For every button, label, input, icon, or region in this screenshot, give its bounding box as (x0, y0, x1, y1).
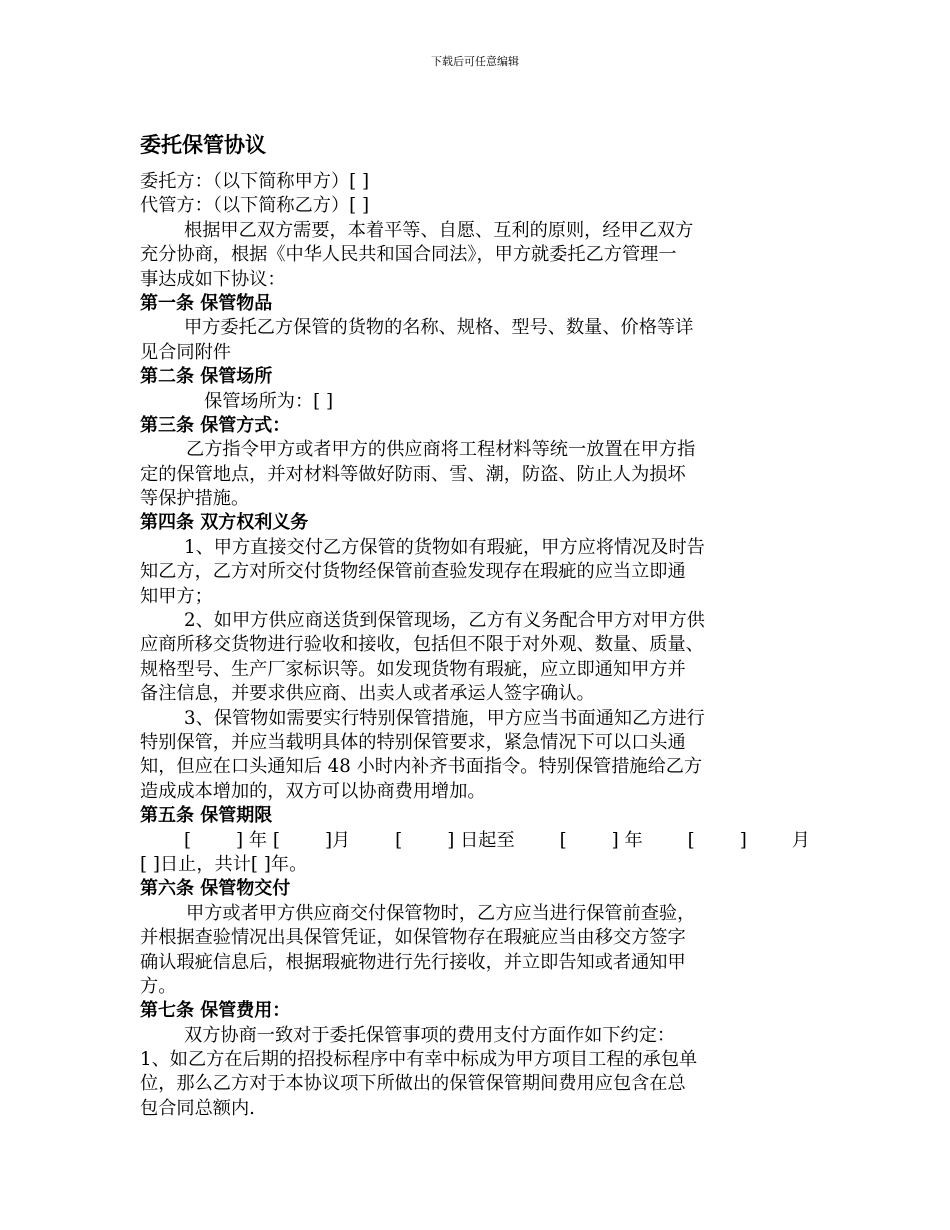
section-4-line: 造成成本增加的，双方可以协商费用增加。 (140, 780, 486, 802)
section-6-heading: 第六条 保管物交付 (140, 878, 291, 900)
date-fragment: [ (395, 829, 403, 851)
date-fragment: ] (739, 829, 747, 851)
section-4-line: 备注信息，并要求供应商、出卖人或者承运人签字确认。 (140, 683, 595, 705)
section-4-line: 知甲方； (140, 585, 213, 607)
section-1-line: 见合同附件 (140, 341, 231, 363)
date-fragment: ] 日起至 (447, 829, 515, 851)
section-4-line: 2、如甲方供应商送货到保管现场，乙方有义务配合甲方对甲方供 (184, 610, 705, 632)
section-7-line: 1、如乙方在后期的招投标程序中有幸中标成为甲方项目工程的承包单 (140, 1049, 698, 1071)
section-3-heading: 第三条 保管方式： (140, 414, 291, 436)
section-4-line: 3、保管物如需要实行特别保管措施，甲方应当书面通知乙方进行 (184, 707, 705, 729)
section-1-heading: 第一条 保管物品 (140, 292, 273, 314)
document-title: 委托保管协议 (140, 133, 266, 157)
date-fragment: 月 (791, 829, 810, 851)
section-7-line: 位，那么乙方对于本协议项下所做出的保管保管期间费用应包含在总 (140, 1073, 686, 1095)
section-7-line: 双方协商一致对于委托保管事项的费用支付方面作如下约定： (184, 1024, 676, 1046)
section-1-line: 甲方委托乙方保管的货物的名称、规格、型号、数量、价格等详 (184, 317, 694, 339)
section-7-line: 包合同总额内. (140, 1097, 255, 1119)
intro-line: 根据甲乙双方需要，本着平等、自愿、互利的原则，经甲乙双方 (184, 219, 694, 241)
section-4-line: 特别保管，并应当载明具体的特别保管要求，紧急情况下可以口头通 (140, 731, 686, 753)
date-fragment: [ (184, 829, 192, 851)
date-fragment: [ (559, 829, 567, 851)
section-6-line: 确认瑕疵信息后，根据瑕疵物进行先行接收，并立即告知或者通知甲 (140, 951, 686, 973)
section-4-line: 应商所移交货物进行验收和接收，包括但不限于对外观、数量、质量、 (140, 634, 704, 656)
section-4-line: 规格型号、生产厂家标识等。如发现货物有瑕疵，应立即通知甲方并 (140, 658, 686, 680)
date-fragment: ] 年 [ (236, 829, 280, 851)
section-2-line: 保管场所为：[ ] (204, 390, 334, 412)
section-5-heading: 第五条 保管期限 (140, 805, 273, 827)
party-b-line: 代管方：（以下简称乙方）[ ] (140, 195, 370, 217)
date-fragment: ] 年 (611, 829, 643, 851)
section-2-heading: 第二条 保管场所 (140, 366, 273, 388)
section-6-line: 并根据查验情况出具保管凭证，如保管物存在瑕疵应当由移交方签字 (140, 927, 686, 949)
section-3-line: 等保护措施。 (140, 488, 250, 510)
section-6-line: 方。 (140, 975, 177, 997)
section-7-heading: 第七条 保管费用： (140, 1000, 291, 1022)
date-fragment: [ (687, 829, 695, 851)
section-3-line: 乙方指令甲方或者甲方的供应商将工程材料等统一放置在甲方指 (186, 439, 696, 461)
section-4-line: 知乙方，乙方对所交付货物经保管前查验发现存在瑕疵的应当立即通 (140, 561, 686, 583)
section-4-line: 1、甲方直接交付乙方保管的货物如有瑕疵，甲方应将情况及时告 (184, 536, 705, 558)
document-body (140, 128, 810, 1121)
section-4-heading: 第四条 双方权利义务 (140, 512, 309, 534)
page-header-note: 下载后可任意编辑 (431, 55, 519, 68)
section-6-line: 甲方或者甲方供应商交付保管物时，乙方应当进行保管前查验， (186, 902, 696, 924)
intro-line: 充分协商，根据《中华人民共和国合同法》，甲方就委托乙方管理一 (140, 244, 677, 266)
section-4-line: 知，但应在口头通知后 48 小时内补齐书面指令。特别保管措施给乙方 (140, 756, 703, 778)
section-5-date-row (140, 829, 810, 853)
section-3-line: 定的保管地点，并对材料等做好防雨、雪、潮，防盗、防止人为损坏 (140, 463, 686, 485)
party-a-line: 委托方：（以下简称甲方）[ ] (140, 171, 370, 192)
section-5-line: [ ]日止，共计[ ]年。 (140, 853, 308, 875)
date-fragment: ]月 (324, 829, 351, 851)
intro-line: 事达成如下协议： (140, 268, 286, 290)
